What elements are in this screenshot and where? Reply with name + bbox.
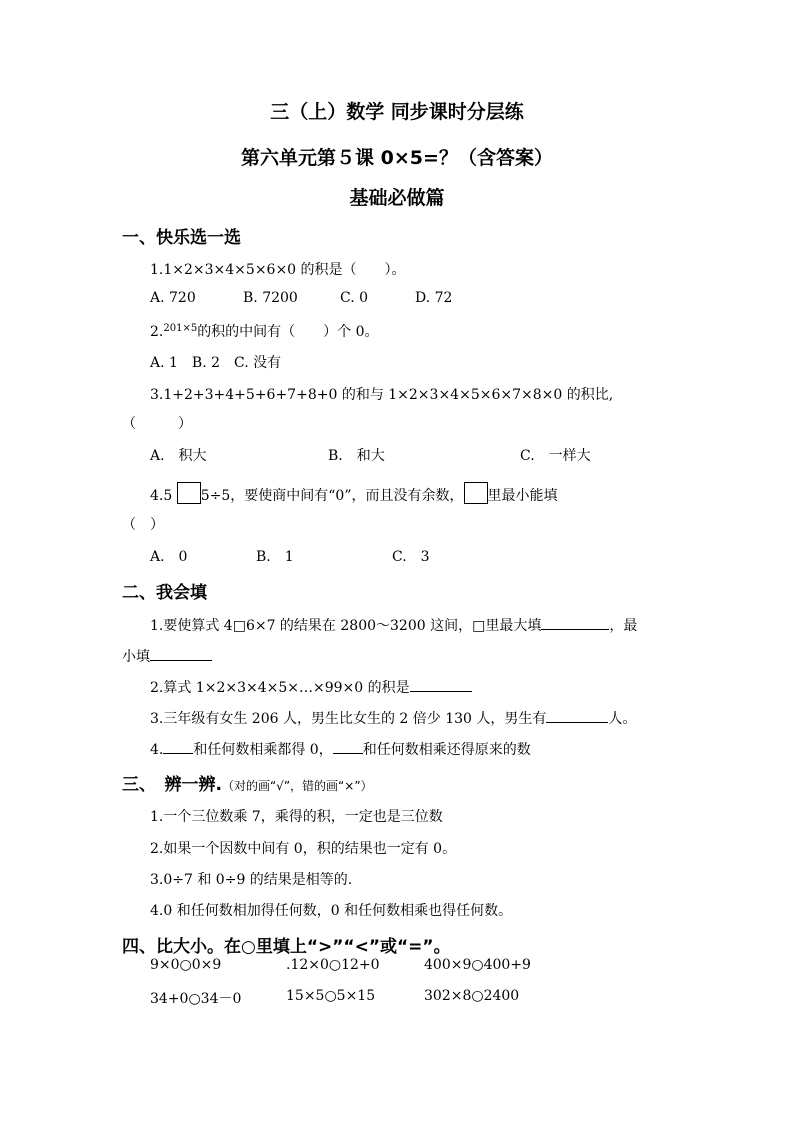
answer-blank[interactable] bbox=[546, 710, 608, 723]
s1-q3-paren: （ ） bbox=[122, 416, 192, 432]
answer-blank[interactable] bbox=[150, 648, 212, 661]
s3-instruction: （对的画“√”，错的画“×”） bbox=[221, 779, 373, 793]
answer-blank[interactable] bbox=[333, 741, 363, 754]
s1-q1-option-c: C. 0 bbox=[340, 290, 369, 306]
s2-question-2 bbox=[150, 677, 472, 697]
s4-compare-2: .12×0○12+0 bbox=[286, 957, 380, 973]
s2-q4-text-end: 和任何数相乘还得原来的数 bbox=[362, 742, 531, 758]
s4-compare-3: 400×9○400+9 bbox=[424, 957, 531, 973]
s2-question-1 bbox=[150, 615, 637, 635]
s2-q1-text-cont: 小填 bbox=[122, 649, 150, 665]
section-1-heading: 一、快乐选一选 bbox=[122, 228, 241, 248]
s3-statement-1: 1.一个三位数乘 7，乘得的积，一定也是三位数 bbox=[150, 809, 443, 825]
s2-q3-text-end: 人。 bbox=[608, 711, 637, 727]
s1-q4-text-end: 里最小能填 bbox=[487, 488, 558, 504]
s2-q3-text: 3.三年级有女生 206 人，男生比女生的 2 倍少 130 人，男生有 bbox=[150, 711, 547, 727]
s1-q2-number: 2. bbox=[150, 324, 164, 340]
s1-q3-option-a: A. 积大 bbox=[150, 448, 207, 464]
answer-blank[interactable] bbox=[163, 741, 193, 754]
answer-box[interactable] bbox=[464, 482, 488, 504]
s1-q4-number: 4.5 bbox=[150, 488, 173, 504]
s1-q4-option-a: A. 0 bbox=[150, 549, 188, 565]
s4-compare-6: 302×8○2400 bbox=[424, 988, 520, 1004]
s2-question-3 bbox=[150, 708, 636, 728]
s3-heading-text: 三、 辨一辨. bbox=[122, 775, 222, 795]
s1-q4-option-c: C. 3 bbox=[392, 549, 430, 565]
s2-q4-text: 和任何数相乘都得 0， bbox=[193, 742, 333, 758]
section-2-heading: 二、我会填 bbox=[122, 583, 207, 603]
s1-q3-option-b: B. 和大 bbox=[328, 448, 385, 464]
s2-question-4 bbox=[150, 739, 531, 759]
s1-question-3: 3.1+2+3+4+5+6+7+8+0 的和与 1×2×3×4×5×6×7×8×0 的积比, bbox=[150, 387, 614, 403]
s1-q1-option-a: A. 720 bbox=[150, 290, 196, 306]
s3-statement-2: 2.如果一个因数中间有 0，积的结果也一定有 0。 bbox=[150, 841, 457, 857]
s2-q4-number: 4. bbox=[150, 742, 164, 758]
answer-blank[interactable] bbox=[541, 617, 609, 630]
worksheet-title: 三（上）数学 同步课时分层练 bbox=[270, 101, 524, 123]
s1-q4-option-b: B. 1 bbox=[256, 549, 294, 565]
s1-q1-option-b: B. 7200 bbox=[243, 290, 298, 306]
s1-q2-options: A. 1 B. 2 C. 没有 bbox=[150, 355, 282, 371]
s4-compare-4: 34+0○34－0 bbox=[150, 991, 242, 1007]
s2-q1-text-end: ，最 bbox=[609, 618, 638, 634]
section-4-heading: 四、比大小。在○里填上“>”“<”或“=”。 bbox=[122, 937, 451, 957]
s1-q2-expression: 201×5 bbox=[163, 323, 198, 334]
lesson-subtitle: 第六单元第５课 0×5=？（含答案） bbox=[241, 147, 553, 169]
s4-compare-1: 9×0○0×9 bbox=[150, 957, 222, 973]
s1-q2-text: 的积的中间有（ ）个 0。 bbox=[197, 324, 379, 340]
s2-q1-text: 1.要使算式 4□6×7 的结果在 2800～3200 这间，□里最大填 bbox=[150, 618, 542, 634]
section-3-heading bbox=[122, 770, 373, 795]
answer-box[interactable] bbox=[177, 482, 201, 504]
s1-question-2 bbox=[150, 321, 379, 341]
s1-question-1: 1.1×2×3×4×5×6×0 的积是（ ）。 bbox=[150, 262, 406, 278]
answer-blank[interactable] bbox=[410, 679, 472, 692]
s2-question-1-cont bbox=[122, 646, 212, 666]
s1-q1-option-d: D. 72 bbox=[415, 290, 453, 306]
s1-q4-text: 5÷5，要使商中间有“0”，而且没有余数， bbox=[200, 488, 464, 504]
s1-question-4 bbox=[150, 482, 558, 505]
s2-q2-text: 2.算式 1×2×3×4×5×…×99×0 的积是 bbox=[150, 680, 410, 696]
s1-q4-paren: （ ） bbox=[122, 517, 164, 533]
s4-compare-5: 15×5○5×15 bbox=[286, 988, 376, 1004]
s1-q3-option-c: C. 一样大 bbox=[520, 448, 591, 464]
s3-statement-4: 4.0 和任何数相加得任何数，0 和任何数相乘也得任何数。 bbox=[150, 903, 513, 919]
level-heading: 基础必做篇 bbox=[349, 187, 445, 209]
s3-statement-3: 3.0÷7 和 0÷9 的结果是相等的. bbox=[150, 872, 353, 888]
